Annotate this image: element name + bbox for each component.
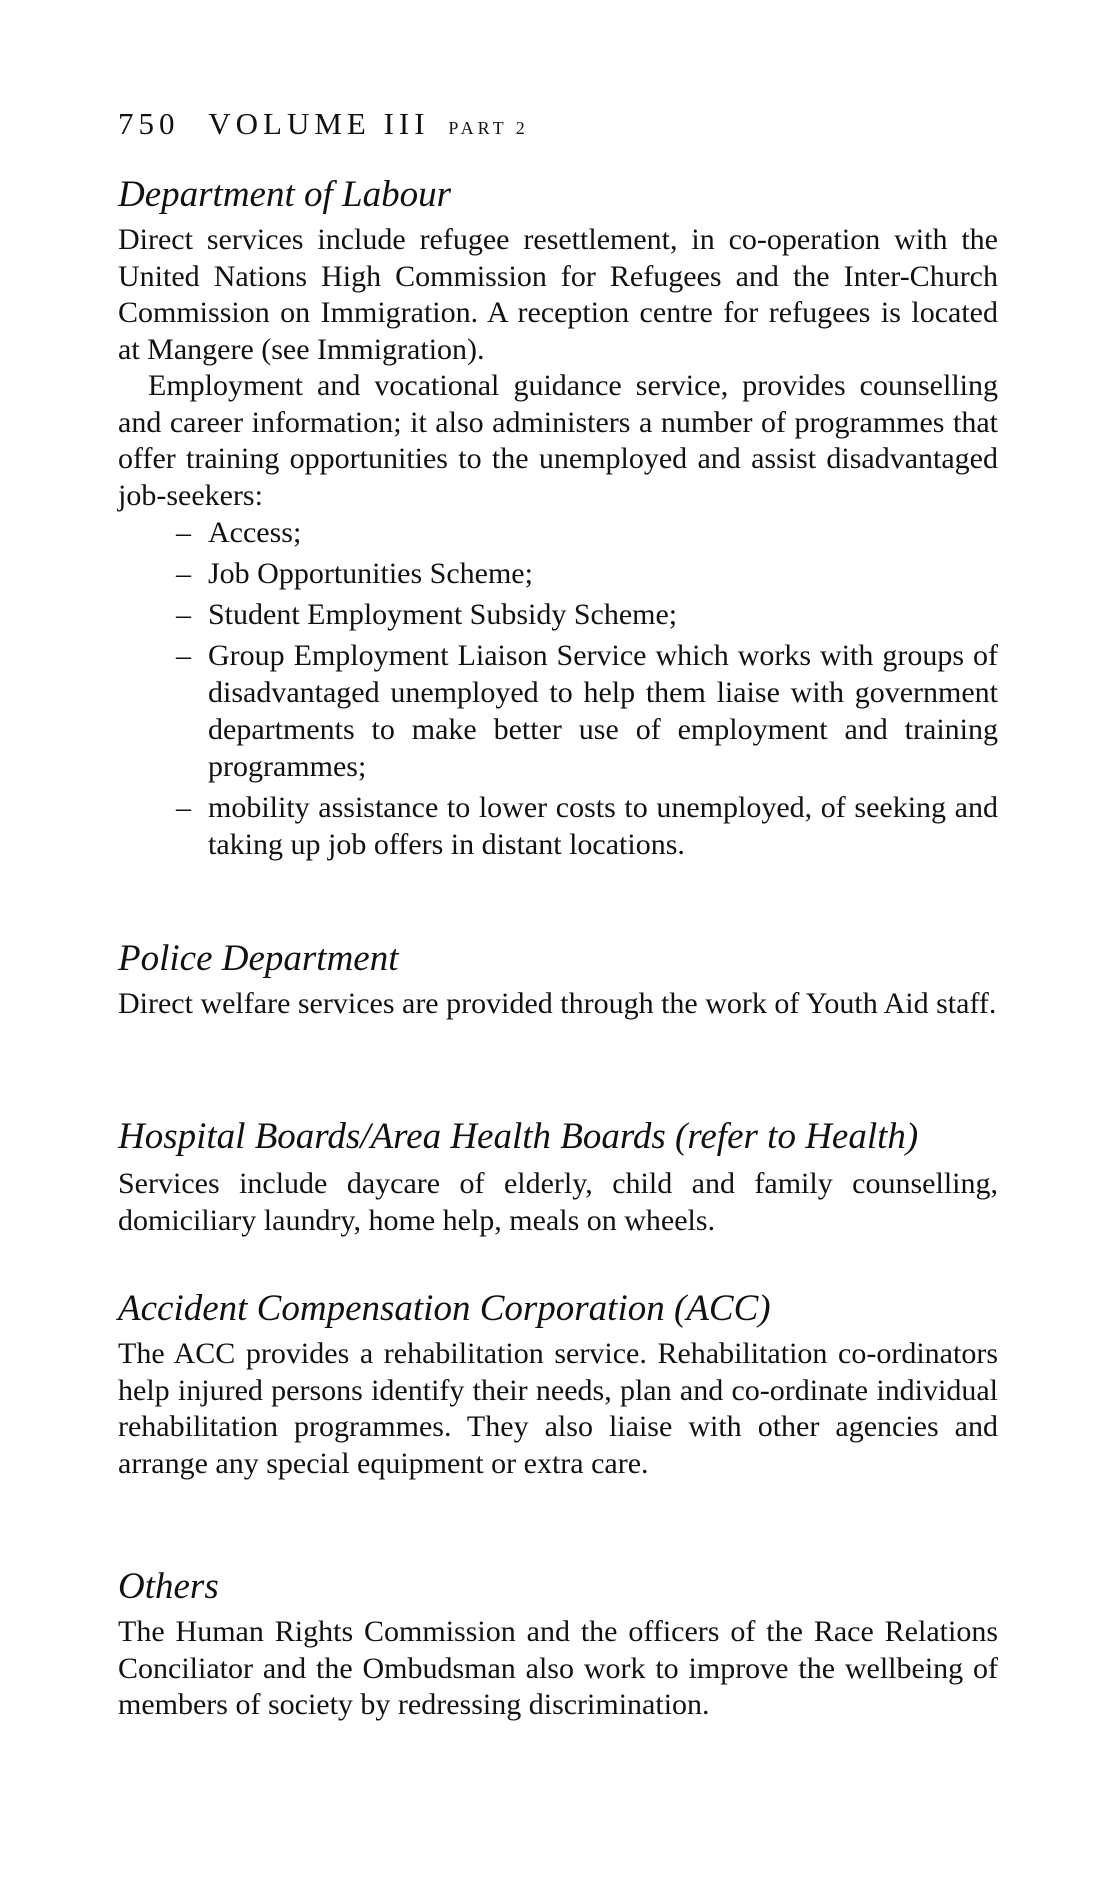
section-heading-hospital: Hospital Boards/Area Health Boards (refer to Health) xyxy=(118,1116,919,1157)
section-heading-labour: Department of Labour xyxy=(118,174,451,215)
hospital-paragraph: Services include daycare of elderly, child and family counselling, domiciliary laundry, home help, meals on wheels. xyxy=(118,1167,998,1237)
list-item: – Student Employment Subsidy Scheme; xyxy=(176,598,678,631)
acc-paragraph: The ACC provides a rehabilitation service. Rehabilitation co-ordinators help injured persons identify their needs, plan and co-ordinate individual rehabilitation programmes. They also liaise with other agencies and arrange any special equipment or extra care. xyxy=(118,1337,998,1480)
running-head xyxy=(118,108,529,139)
police-paragraph: Direct welfare services are provided through the work of Youth Aid staff. xyxy=(118,987,997,1020)
others-paragraph: The Human Rights Commission and the officers of the Race Relations Conciliator and the Ombudsman also work to improve the wellbeing of members of society by redressing discrimination. xyxy=(118,1615,998,1721)
list-item: – mobility assistance to lower costs to unemployed, of seeking and taking up job offers in distant locations. xyxy=(176,791,998,861)
section-heading-police: Police Department xyxy=(118,938,399,979)
labour-program-list xyxy=(176,514,998,867)
part-label: PART 2 xyxy=(448,118,529,138)
volume-label: VOLUME III xyxy=(208,106,430,141)
list-item: – Access; xyxy=(176,516,302,549)
labour-paragraph-1: Direct services include refugee resettlement, in co-operation with the United Nations High Commission for Refugees and the Inter-Church Commission on Immigration. A reception centre for refugees is located at Mangere (see Immigration). xyxy=(118,223,998,366)
labour-paragraph-2: Employment and vocational guidance service, provides counselling and career information; it also administers a number of programmes that offer training opportunities to the unemployed and assist disadvantaged job-seekers: xyxy=(118,369,998,512)
section-heading-others: Others xyxy=(118,1566,219,1607)
list-item: – Group Employment Liaison Service which works with groups of disadvantaged unemployed to help them liaise with government departments to make better use of employment and training programmes; xyxy=(176,639,998,783)
page-number: 750 xyxy=(118,106,180,141)
list-item: – Job Opportunities Scheme; xyxy=(176,557,533,590)
section-heading-acc: Accident Compensation Corporation (ACC) xyxy=(118,1288,771,1329)
